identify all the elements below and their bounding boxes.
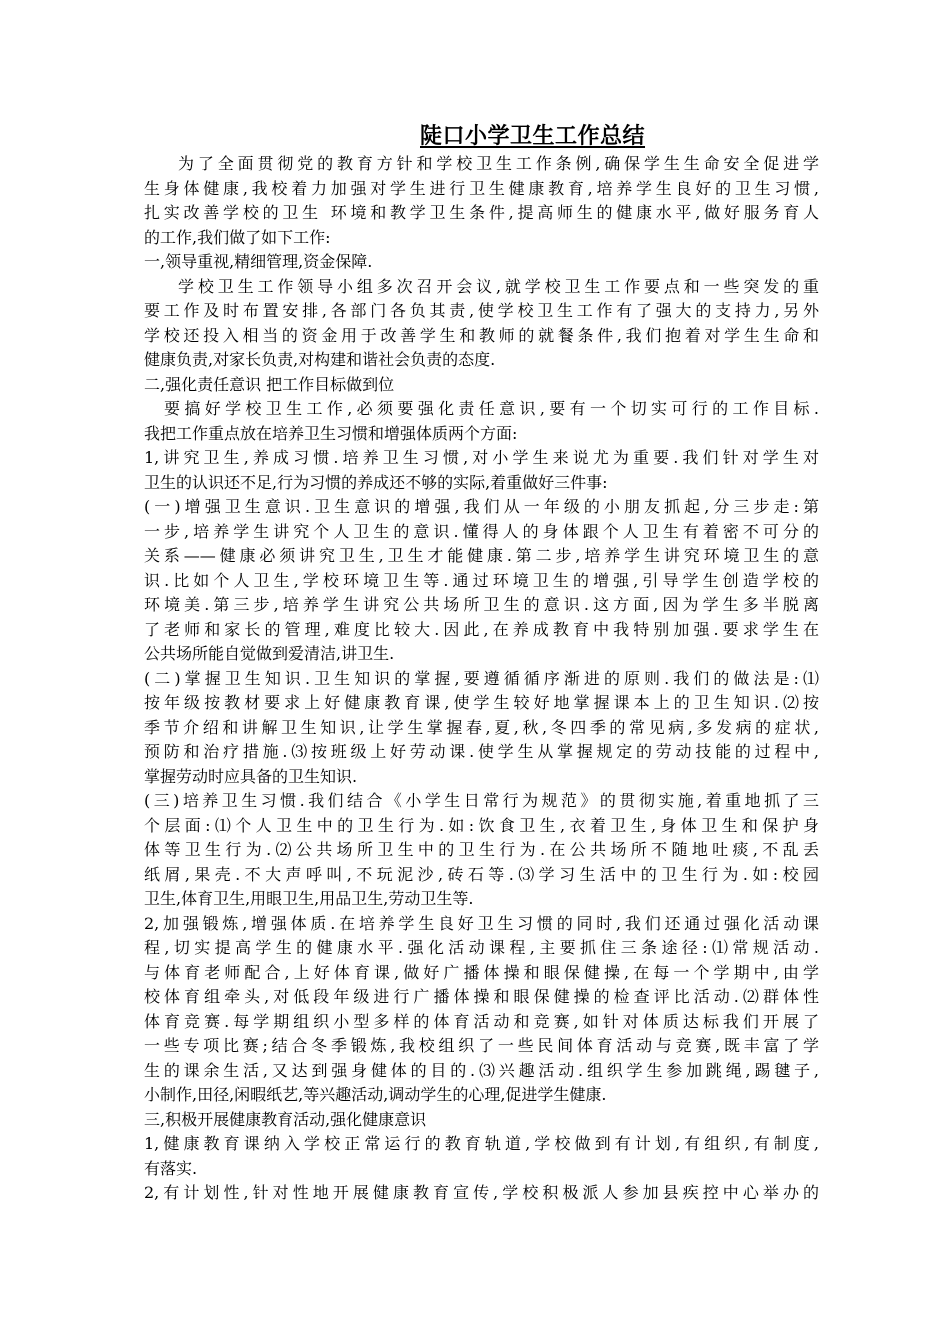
paragraph-line: 要搞好学校卫生工作,必须要强化责任意识,要有一个切实可行的工作目标. [164,399,819,418]
paragraph-line: 生身体健康,我校着力加强对学生进行卫生健康教育,培养学生良好的卫生习惯, [144,178,819,198]
paragraph-line: 卫生,体育卫生,用眼卫生,用品卫生,劳动卫生等. [144,889,474,908]
paragraph-line: 按年级按教材要求上好健康教育课,使学生较好地掌握课本上的卫生知识.⑵按 [144,693,819,712]
paragraph-line: 校体育组牵头,对低段年级进行广播体操和眼保健操的检查评比活动.⑵群体性 [144,987,819,1006]
paragraph-line: 健康负责,对家长负责,对构建和谐社会负责的态度. [144,350,496,369]
paragraph-line: 公共场所能自觉做到爱清洁,讲卫生. [144,644,395,663]
paragraph-line: 我把工作重点放在培养卫生习惯和增强体质两个方面: [144,423,518,443]
paragraph-line: 一些专项比赛;结合冬季锻炼,我校组织了一些民间体育活动与竞赛,既丰富了学 [144,1036,819,1055]
paragraph-line: 环境美.第三步,培养学生讲究公共场所卫生的意识.这方面,因为学生多半脱离 [144,595,819,614]
paragraph-line: 学校还投入相当的资金用于改善学生和教师的就餐条件,我们抱着对学生生命和 [144,325,819,345]
paragraph-line: 一步,培养学生讲究个人卫生的意识.懂得人的身体跟个人卫生有着密不可分的 [144,521,819,541]
paragraph-line: 小制作,田径,闲暇纸艺,等兴趣活动,调动学生的心理,促进学生健康. [144,1085,607,1104]
paragraph-line: 程,切实提高学生的健康水平.强化活动课程,主要抓住三条途径:⑴常规活动. [144,938,819,957]
paragraph-line: (三)培养卫生习惯.我们结合《小学生日常行为规范》的贯彻实施,着重地抓了三 [144,791,819,810]
paragraph-line: 有落实. [144,1158,198,1178]
paragraph-line: 二,强化责任意识 把工作目标做到位 [144,374,395,394]
document-title: 陡口小学卫生工作总结 [420,123,646,149]
paragraph-line: 的工作,我们做了如下工作: [144,227,331,247]
paragraph-line: 个层面:⑴个人卫生中的卫生行为.如:饮食卫生,衣着卫生,身体卫生和保护身 [144,815,819,835]
paragraph-line: 一,领导重视,精细管理,资金保障. [144,252,373,271]
paragraph-line: 为了全面贯彻党的教育方针和学校卫生工作条例,确保学生生命安全促进学 [178,154,819,173]
paragraph-line: 2,有计划性,针对性地开展健康教育宣传,学校积极派人参加县疾控中心举办的 [144,1183,819,1202]
paragraph-line: 三,积极开展健康教育活动,强化健康意识 [144,1109,427,1129]
paragraph-line: 与体育老师配合,上好体育课,做好广播体操和眼保健操,在每一个学期中,由学 [144,962,819,982]
paragraph-line: 2,加强锻炼,增强体质.在培养学生良好卫生习惯的同时,我们还通过强化活动课 [144,913,819,933]
paragraph-line: (一)增强卫生意识.卫生意识的增强,我们从一年级的小朋友抓起,分三步走:第 [144,497,819,516]
paragraph-line: (二)掌握卫生知识.卫生知识的掌握,要遵循循序渐进的原则.我们的做法是:⑴ [144,668,819,688]
paragraph-line: 扎实改善学校的卫生 环境和教学卫生条件,提高师生的健康水平,做好服务育人 [144,203,819,222]
paragraph-line: 卫生的认识还不足,行为习惯的养成还不够的实际,着重做好三件事: [144,472,608,492]
document-body [144,152,819,1206]
paragraph-line: 季节介绍和讲解卫生知识,让学生掌握春,夏,秋,冬四季的常见病,多发病的症状, [144,717,819,737]
paragraph-line: 要工作及时布置安排,各部门各负其责,使学校卫生工作有了强大的支持力,另外 [144,301,819,320]
paragraph-line: 了老师和家长的管理,难度比较大.因此,在养成教育中我特别加强.要求学生在 [144,619,819,639]
paragraph-line: 1,健康教育课纳入学校正常运行的教育轨道,学校做到有计划,有组织,有制度, [144,1134,819,1153]
paragraph-line: 识.比如个人卫生,学校环境卫生等.通过环境卫生的增强,引导学生创造学校的 [144,570,819,590]
paragraph-line: 1,讲究卫生,养成习惯.培养卫生习惯,对小学生来说尤为重要.我们针对学生对 [144,448,819,467]
paragraph-line: 纸屑,果壳.不大声呼叫,不玩泥沙,砖石等.⑶学习生活中的卫生行为.如:校园 [144,864,819,884]
paragraph-line: 体育竞赛.每学期组织小型多样的体育活动和竞赛,如针对体质达标我们开展了 [144,1011,819,1031]
paragraph-line: 预防和治疗措施.⑶按班级上好劳动课.使学生从掌握规定的劳动技能的过程中, [144,742,819,761]
paragraph-line: 学校卫生工作领导小组多次召开会议,就学校卫生工作要点和一些突发的重 [178,276,819,296]
paragraph-line: 掌握劳动时应具备的卫生知识. [144,766,358,786]
paragraph-line: 生的课余生活,又达到强身健体的目的.⑶兴趣活动.组织学生参加跳绳,踢毽子, [144,1060,819,1080]
paragraph-line: 体等卫生行为.⑵公共场所卫生中的卫生行为.在公共场所不随地吐痰,不乱丢 [144,840,819,859]
paragraph-line: 关系——健康必须讲究卫生,卫生才能健康.第二步,培养学生讲究环境卫生的意 [144,546,819,565]
